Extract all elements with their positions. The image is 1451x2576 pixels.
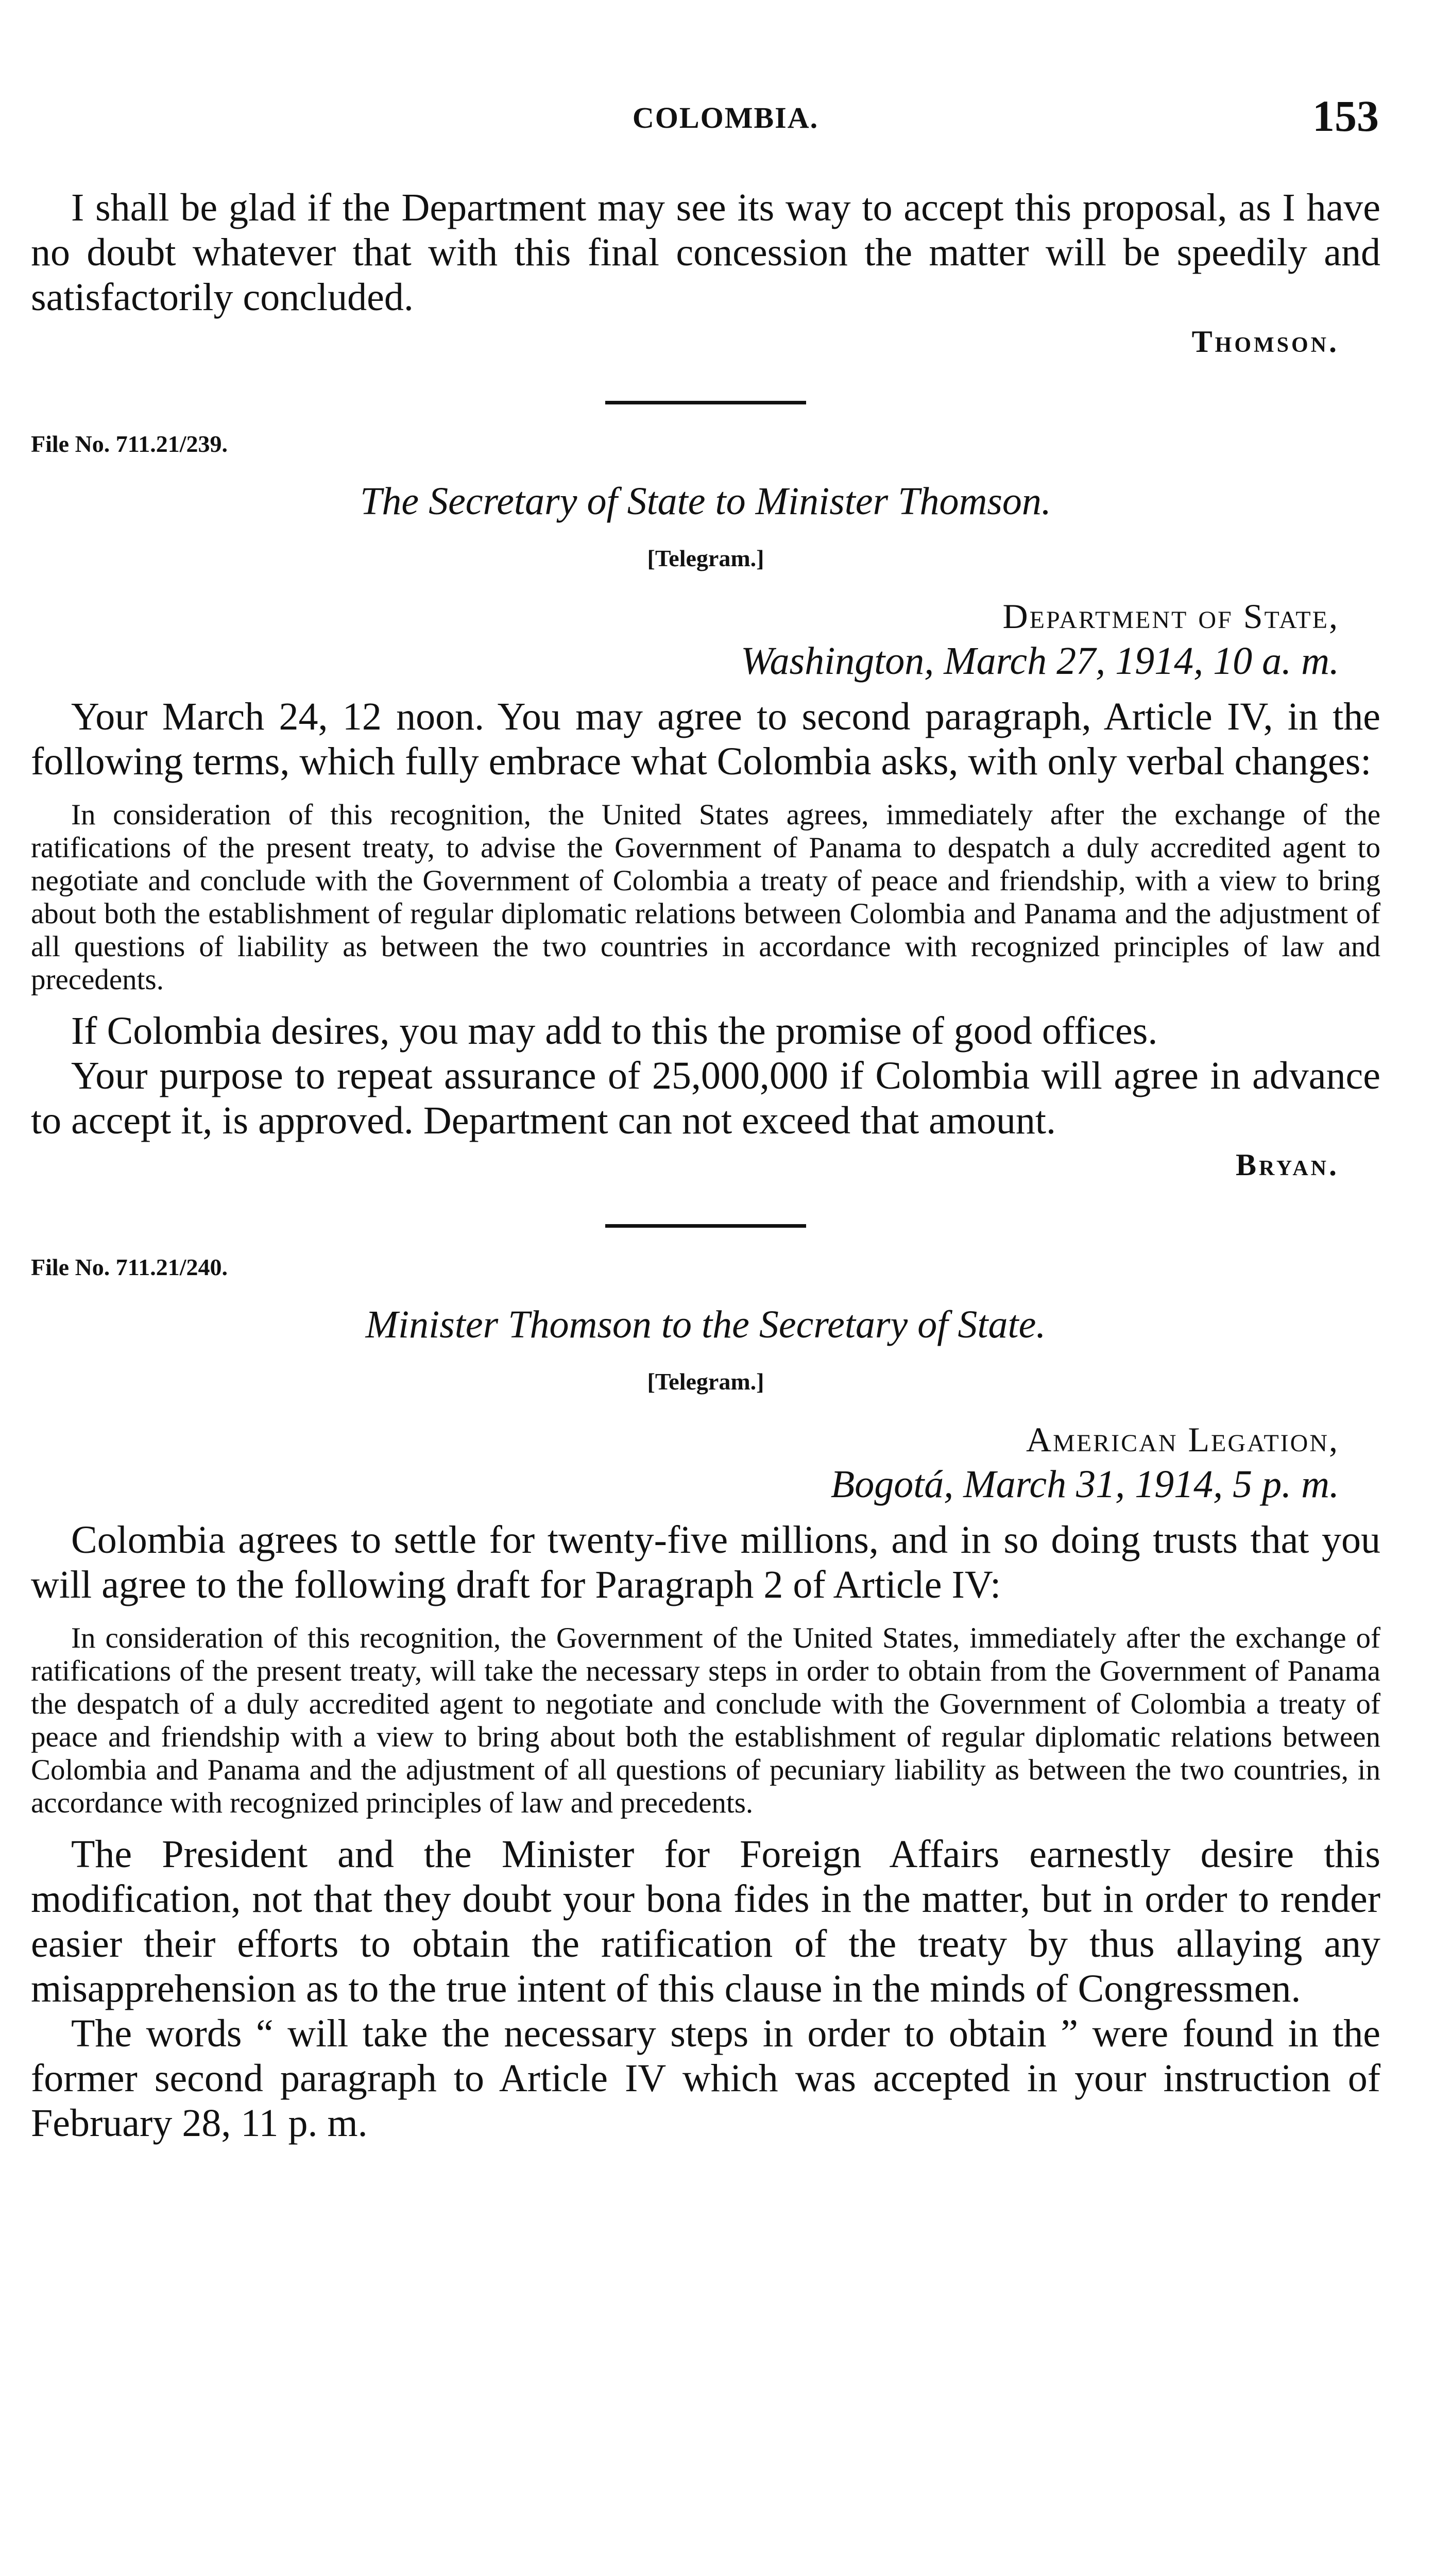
body-paragraph: Your purpose to repeat assurance of 25,000,000 if Colombia will agree in advance to accept it, is approved. Department can not exceed that amount. [31, 1054, 1380, 1142]
section-divider [605, 401, 806, 404]
telegram-label: [Telegram.] [647, 545, 764, 571]
dateline-place: American Legation, [1026, 1420, 1339, 1459]
document-heading: The Secretary of State to Minister Thomson. [360, 480, 1051, 523]
closing-paragraph: I shall be glad if the Department may see its way to accept this proposal, as I have no doubt whatever that with this final concession the matter will be speedily and satisfactorily concluded. [31, 186, 1380, 319]
file-number: File No. 711.21/240. [31, 1254, 228, 1280]
signature-thomson: Thomson. [1191, 325, 1339, 359]
page-content [31, 185, 1380, 2146]
dateline-date: Washington, March 27, 1914, 10 a. m. [741, 639, 1339, 683]
quoted-treaty-text: In consideration of this recognition, the United States agrees, immediately after the exchange of the ratifications of the present treaty, to advise the Government of Panama to despatch a duly accredited agent to negotiate and conclude with the Government of Colombia a treaty of peace and friendship, with a view to bring about both the establishment of regular diplomatic relations between Colombia and Panama and the adjustment of all questions of liability as between the two countries in accordance with recognized principles of law and precedents. [31, 799, 1380, 996]
running-head [0, 90, 1451, 147]
document-heading: Minister Thomson to the Secretary of State. [365, 1303, 1046, 1346]
dateline [31, 1418, 1339, 1507]
body-paragraph: The words “ will take the necessary steps in order to obtain ” were found in the former second paragraph to Article IV which was accepted in your instruction of February 28, 11 p. m. [31, 2012, 1380, 2145]
dateline-date: Bogotá, March 31, 1914, 5 p. m. [830, 1463, 1339, 1506]
telegram-label: [Telegram.] [647, 1368, 764, 1395]
running-head-title: COLOMBIA. [632, 101, 819, 134]
dateline-place: Department of State, [1002, 597, 1339, 636]
page-number: 153 [1312, 91, 1379, 141]
body-paragraph: The President and the Minister for Foreign Affairs earnestly desire this modification, not that they doubt your bona fides in the matter, but in order to render easier their efforts to obtain the ratification of the treaty by thus allaying any misapprehension as to the true intent of this clause in the minds of Congressmen. [31, 1833, 1380, 2010]
quoted-treaty-text: In consideration of this recognition, the Government of the United States, immediately after the exchange of ratifications of the present treaty, will take the necessary steps in order to obtain from the Government of Panama the despatch of a duly accredited agent to negotiate and conclude with the Government of Colombia a treaty of peace and friendship with a view to bring about both the establishment of regular diplomatic relations between Colombia and Panama and the adjustment of all questions of pecuniary liability as between the two countries, in accordance with recognized principles of law and precedents. [31, 1622, 1380, 1819]
body-paragraph: Your March 24, 12 noon. You may agree to second paragraph, Article IV, in the following terms, which fully embrace what Colombia asks, with only verbal changes: [31, 695, 1380, 783]
signature-bryan: Bryan. [1235, 1148, 1339, 1182]
body-paragraph: Colombia agrees to settle for twenty-five millions, and in so doing trusts that you will agree to the following draft for Paragraph 2 of Article IV: [31, 1518, 1380, 1606]
body-paragraph: If Colombia desires, you may add to this the promise of good offices. [71, 1009, 1158, 1053]
dateline [31, 595, 1339, 684]
section-divider [605, 1224, 806, 1228]
file-number: File No. 711.21/239. [31, 431, 228, 457]
